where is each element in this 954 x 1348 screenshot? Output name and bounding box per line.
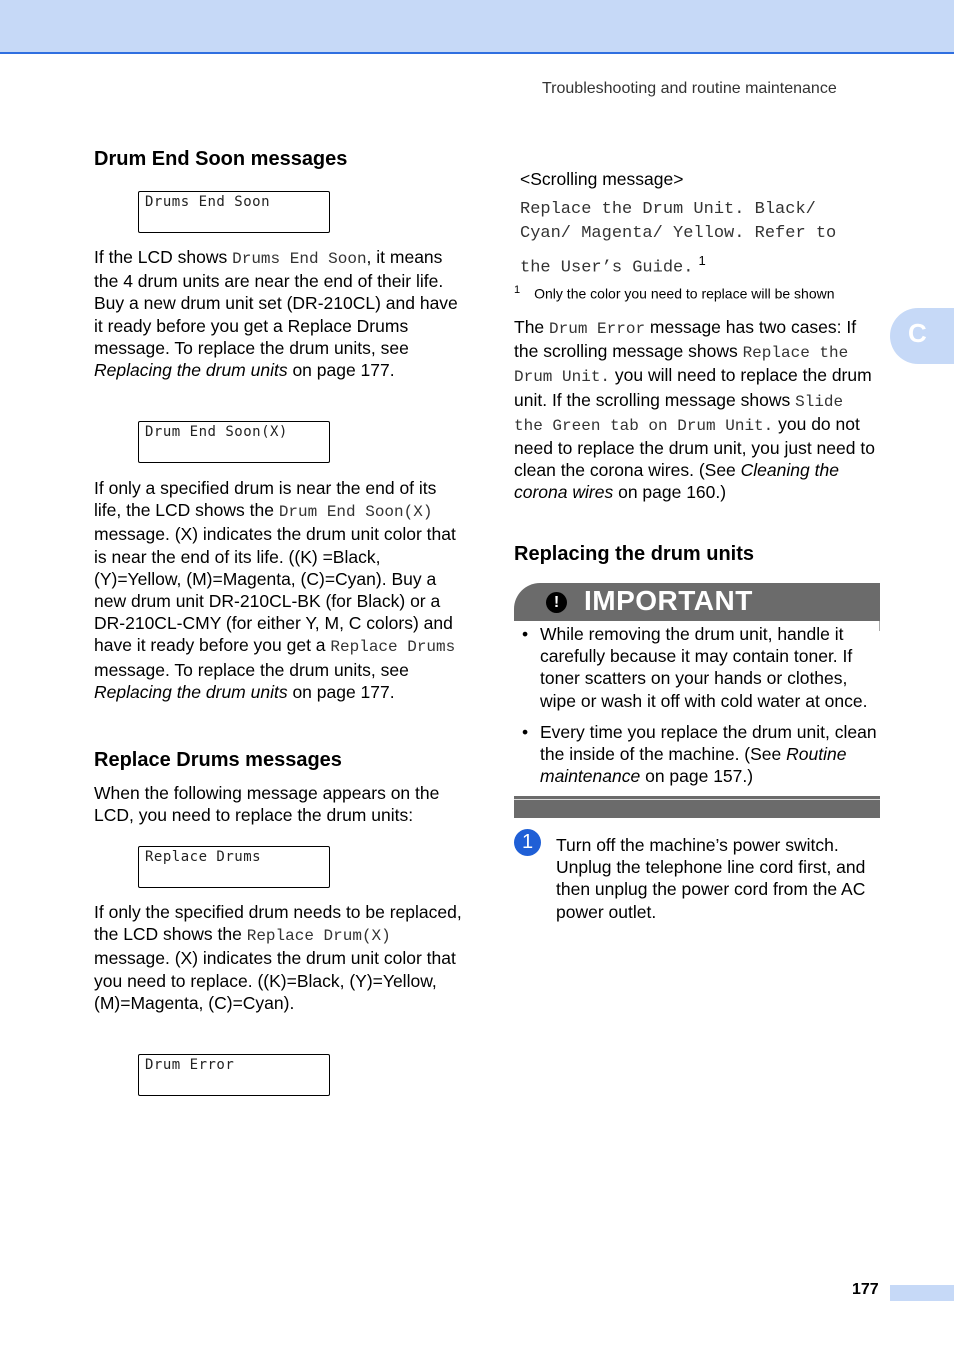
- running-title: Troubleshooting and routine maintenance: [542, 80, 837, 97]
- important-banner: [514, 583, 880, 621]
- lcd-text: Replace Drums: [145, 849, 262, 865]
- bullet-icon: •: [522, 722, 529, 742]
- lcd-text: Drums End Soon: [145, 194, 271, 210]
- heading-drum-end-soon: Drum End Soon messages: [94, 148, 348, 170]
- scroll-line: Replace the Drum Unit. Black/: [520, 200, 816, 219]
- paragraph-replace-drum-x: If only the specified drum needs to be replaced, the LCD shows the Replace Drum(X) message. (X) indicates the drum unit color that you need to replace. ((K)=Black, (Y)=Yellow, (M)=Magenta, (C)=Cyan).: [94, 902, 462, 1013]
- lcd-display-drum-end-soon-x: [138, 421, 330, 463]
- heading-replace-drums: Replace Drums messages: [94, 749, 342, 771]
- heading-replacing-drum-units: Replacing the drum units: [514, 543, 755, 565]
- scroll-line: the User’s Guide.: [520, 258, 694, 278]
- scrolling-message-label: <Scrolling message>: [520, 169, 684, 189]
- lcd-display-drum-error: [138, 1054, 330, 1096]
- important-title: IMPORTANT: [584, 585, 753, 616]
- chapter-tab[interactable]: [890, 308, 954, 364]
- link-replacing-drum-units[interactable]: Replacing the drum units: [94, 360, 288, 381]
- scroll-line: Cyan/ Magenta/ Yellow. Refer to: [520, 224, 837, 243]
- bullet-text: While removing the drum unit, handle it carefully because it may contain toner. If toner scatters on your hands or clothes, wipe or wash it off with cold water at once.: [540, 624, 868, 711]
- link-routine-maintenance[interactable]: Routine maintenance: [540, 744, 847, 787]
- footnote: $^1$ Only the color you need to replace will be shown: [514, 284, 835, 302]
- bullet-icon: •: [522, 624, 529, 644]
- paragraph-drums-end-soon: If the LCD shows Drums End Soon, it means the 4 drum units are near the end of their life. Buy a new drum unit set (DR-210CL) and have it ready before you get a Replace Drums message. To replace the drum units, see Replacing the drum units on page 177.: [94, 247, 458, 381]
- header-bar: [0, 0, 954, 54]
- page-number-bar: [890, 1285, 954, 1301]
- exclamation-icon: !: [546, 592, 567, 613]
- important-footer-bar: [514, 796, 880, 818]
- scrolling-message: [520, 198, 836, 281]
- link-cleaning-corona-wires[interactable]: Cleaning the corona wires: [514, 460, 839, 503]
- paragraph-drum-error: The Drum Error message has two cases: If the scrolling message shows Replace the Drum Unit. you will need to replace the drum unit. If the scrolling message shows Slide the Green tab on Drum Unit. you do not need to replace the drum unit, you just need to clean the corona wires. (See Cleaning the corona wires on page 160.): [514, 317, 875, 503]
- lcd-text: Drum End Soon(X): [145, 424, 288, 440]
- page-number: 177: [852, 1281, 879, 1298]
- paragraph-replace-drums: When the following message appears on the LCD, you need to replace the drum units:: [94, 783, 440, 826]
- lcd-display-replace-drums: [138, 846, 330, 888]
- bullet-text: Every time you replace the drum unit, clean the inside of the machine. (See Routine maintenance on page 157.): [540, 722, 877, 787]
- footnote-ref: 1: [698, 253, 706, 268]
- paragraph-drum-end-soon-x: If only a specified drum is near the end of its life, the LCD shows the Drum End Soon(X) message. (X) indicates the drum unit color that is near the end of its life. ((K) =Black, (Y)=Yellow, (M)=Magenta, (C)=Cyan). Buy a new drum unit DR-210CL-BK (for Black) or a DR-210CL-CMY (for either Y, M, C colors) and have it ready before you get a Replace Drums message. To replace the drum units, see Replacing the drum units on page 177.: [94, 478, 456, 702]
- lcd-display-drums-end-soon: [138, 191, 330, 233]
- lcd-text: Drum Error: [145, 1057, 235, 1073]
- link-replacing-drum-units[interactable]: Replacing the drum units: [94, 681, 288, 702]
- chapter-tab-letter: C: [908, 318, 927, 348]
- step-text: Turn off the machine’s power switch. Unplug the telephone line cord first, and then unplug the power cord from the AC power outlet.: [556, 835, 866, 922]
- step-number-badge: 1: [514, 829, 541, 856]
